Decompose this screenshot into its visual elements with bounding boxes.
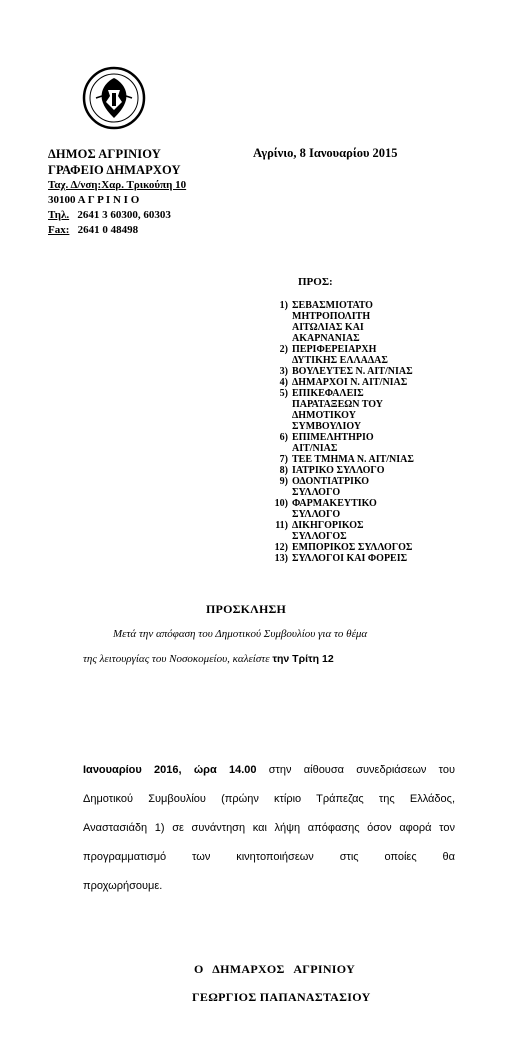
municipal-seal-icon — [82, 66, 146, 130]
recipient-item — [266, 377, 414, 388]
recipient-number: 13) — [274, 553, 288, 564]
recipient-number: 5) — [279, 388, 288, 399]
recipient-number: 11) — [275, 520, 288, 531]
recipient-number: 9) — [279, 476, 288, 487]
address-value: Χαρ. Τρικούπη 10 — [101, 179, 187, 191]
org-name: ΔΗΜΟΣ ΑΓΡΙΝΙΟΥ — [48, 147, 161, 161]
recipient-item — [266, 432, 414, 454]
fax-value: 2641 0 48498 — [77, 224, 139, 236]
recipient-number: 2) — [279, 344, 288, 355]
recipient-item — [266, 520, 414, 542]
recipient-number: 4) — [279, 377, 288, 388]
recipients-list — [266, 300, 414, 564]
recipient-item — [266, 300, 414, 344]
recipient-text: ΣΥΛΛΟΓΟΙ ΚΑΙ ΦΟΡΕΙΣ — [292, 553, 408, 564]
recipient-text: ΕΠΙΜΕΛΗΤΗΡΙΟ ΑΙΤ/ΝΙΑΣ — [292, 432, 374, 454]
signature-name: ΓΕΩΡΓΙΟΣ ΠΑΠΑΝΑΣΤΑΣΙΟΥ — [192, 990, 371, 1004]
body-line-2: Δημοτικού Συμβουλίου (πρώην κτίριο Τράπεζας της Ελλάδος, — [83, 793, 455, 805]
letter-date: Αγρίνιο, 8 Ιανουαρίου 2015 — [253, 146, 398, 160]
recipient-item — [266, 498, 414, 520]
recipient-text: ΔΗΜΑΡΧΟΙ Ν. ΑΙΤ/ΝΙΑΣ — [292, 377, 408, 388]
recipient-item — [266, 454, 414, 465]
meeting-date: Ιανουαρίου 2016, ώρα 14.00 — [83, 764, 257, 776]
recipient-text: ΤΕΕ ΤΜΗΜΑ Ν. ΑΙΤ/ΝΙΑΣ — [292, 454, 414, 465]
body-line-4: προγραμματισμό των κινητοποιήσεων στις οποίες θα — [83, 851, 455, 863]
address-label: Ταχ. Δ/νση: — [48, 179, 102, 191]
recipient-item — [266, 388, 414, 432]
recipient-text: ΙΑΤΡΙΚΟ ΣΥΛΛΟΓΟ — [292, 465, 385, 476]
invitation-line-2 — [83, 653, 334, 665]
recipient-text: ΟΔΟΝΤΙΑΤΡΙΚΟ ΣΥΛΛΟΓΟ — [292, 476, 370, 498]
recipient-number: 6) — [279, 432, 288, 443]
invitation-body — [83, 756, 455, 901]
invitation-line-2-text: της λειτουργίας του Νοσοκομείου, καλείστε — [83, 653, 273, 665]
recipient-text: ΕΜΠΟΡΙΚΟΣ ΣΥΛΛΟΓΟΣ — [292, 542, 413, 553]
recipient-item — [266, 476, 414, 498]
recipient-text: ΕΠΙΚΕΦΑΛΕΙΣ ΠΑΡΑΤΑΞΕΩΝ ΤΟΥ ΔΗΜΟΤΙΚΟΥ ΣΥΜΒΟΥΛΙΟΥ — [292, 388, 384, 432]
address-line — [48, 178, 186, 193]
recipient-number: 1) — [279, 300, 288, 311]
phone-value: 2641 3 60300, 60303 — [77, 209, 171, 221]
recipient-item — [266, 465, 414, 476]
fax-label: Fax: — [48, 224, 70, 236]
recipient-number: 10) — [274, 498, 288, 509]
recipient-text: ΦΑΡΜΑΚΕΥΤΙΚΟ ΣΥΛΛΟΓΟ — [292, 498, 377, 520]
recipient-number: 12) — [274, 542, 288, 553]
recipient-text: ΔΙΚΗΓΟΡΙΚΟΣ ΣΥΛΛΟΓΟΣ — [292, 520, 364, 542]
invitation-line-1: Μετά την απόφαση του Δημοτικού Συμβουλίου για το θέμα — [113, 628, 368, 640]
phone-label: Τηλ. — [48, 209, 70, 221]
postal-line: 30100 Α Γ Ρ Ι Ν Ι Ο — [48, 194, 140, 206]
body-line-5: προχωρήσουμε. — [83, 880, 163, 892]
sender-block — [48, 146, 186, 238]
recipient-item — [266, 344, 414, 366]
fax-line — [48, 223, 186, 238]
body-line-3: Αναστασιάδη 1) σε συνάντηση και λήψη απόφασης όσον αφορά τον — [83, 822, 455, 834]
recipient-item — [266, 553, 414, 564]
invitation-title: ΠΡΟΣΚΛΗΣΗ — [206, 602, 287, 616]
signature-title: Ο ΔΗΜΑΡΧΟΣ ΑΓΡΙΝΙΟΥ — [194, 962, 356, 976]
recipients-label: ΠΡΟΣ: — [298, 276, 333, 288]
recipient-item — [266, 542, 414, 553]
recipient-number: 8) — [279, 465, 288, 476]
recipient-text: ΣΕΒΑΣΜΙΟΤΑΤΟ ΜΗΤΡΟΠΟΛΙΤΗ ΑΙΤΩΛΙΑΣ ΚΑΙ ΑΚΑΡΝΑΝΙΑΣ — [292, 300, 373, 344]
office-name: ΓΡΑΦΕΙΟ ΔΗΜΑΡΧΟΥ — [48, 163, 181, 177]
phone-line — [48, 208, 186, 223]
recipient-text: ΒΟΥΛΕΥΤΕΣ Ν. ΑΙΤ/ΝΙΑΣ — [292, 366, 413, 377]
recipient-text: ΠΕΡΙΦΕΡΕΙΑΡΧΗ ΔΥΤΙΚΗΣ ΕΛΛΑΔΑΣ — [292, 344, 388, 366]
recipient-item — [266, 366, 414, 377]
invitation-line-2-bold: την Τρίτη 12 — [272, 653, 334, 665]
recipient-number: 7) — [279, 454, 288, 465]
recipient-number: 3) — [279, 366, 288, 377]
body-line-1: Ιανουαρίου 2016, ώρα 14.00 στην αίθουσα συνεδριάσεων του — [83, 764, 455, 776]
